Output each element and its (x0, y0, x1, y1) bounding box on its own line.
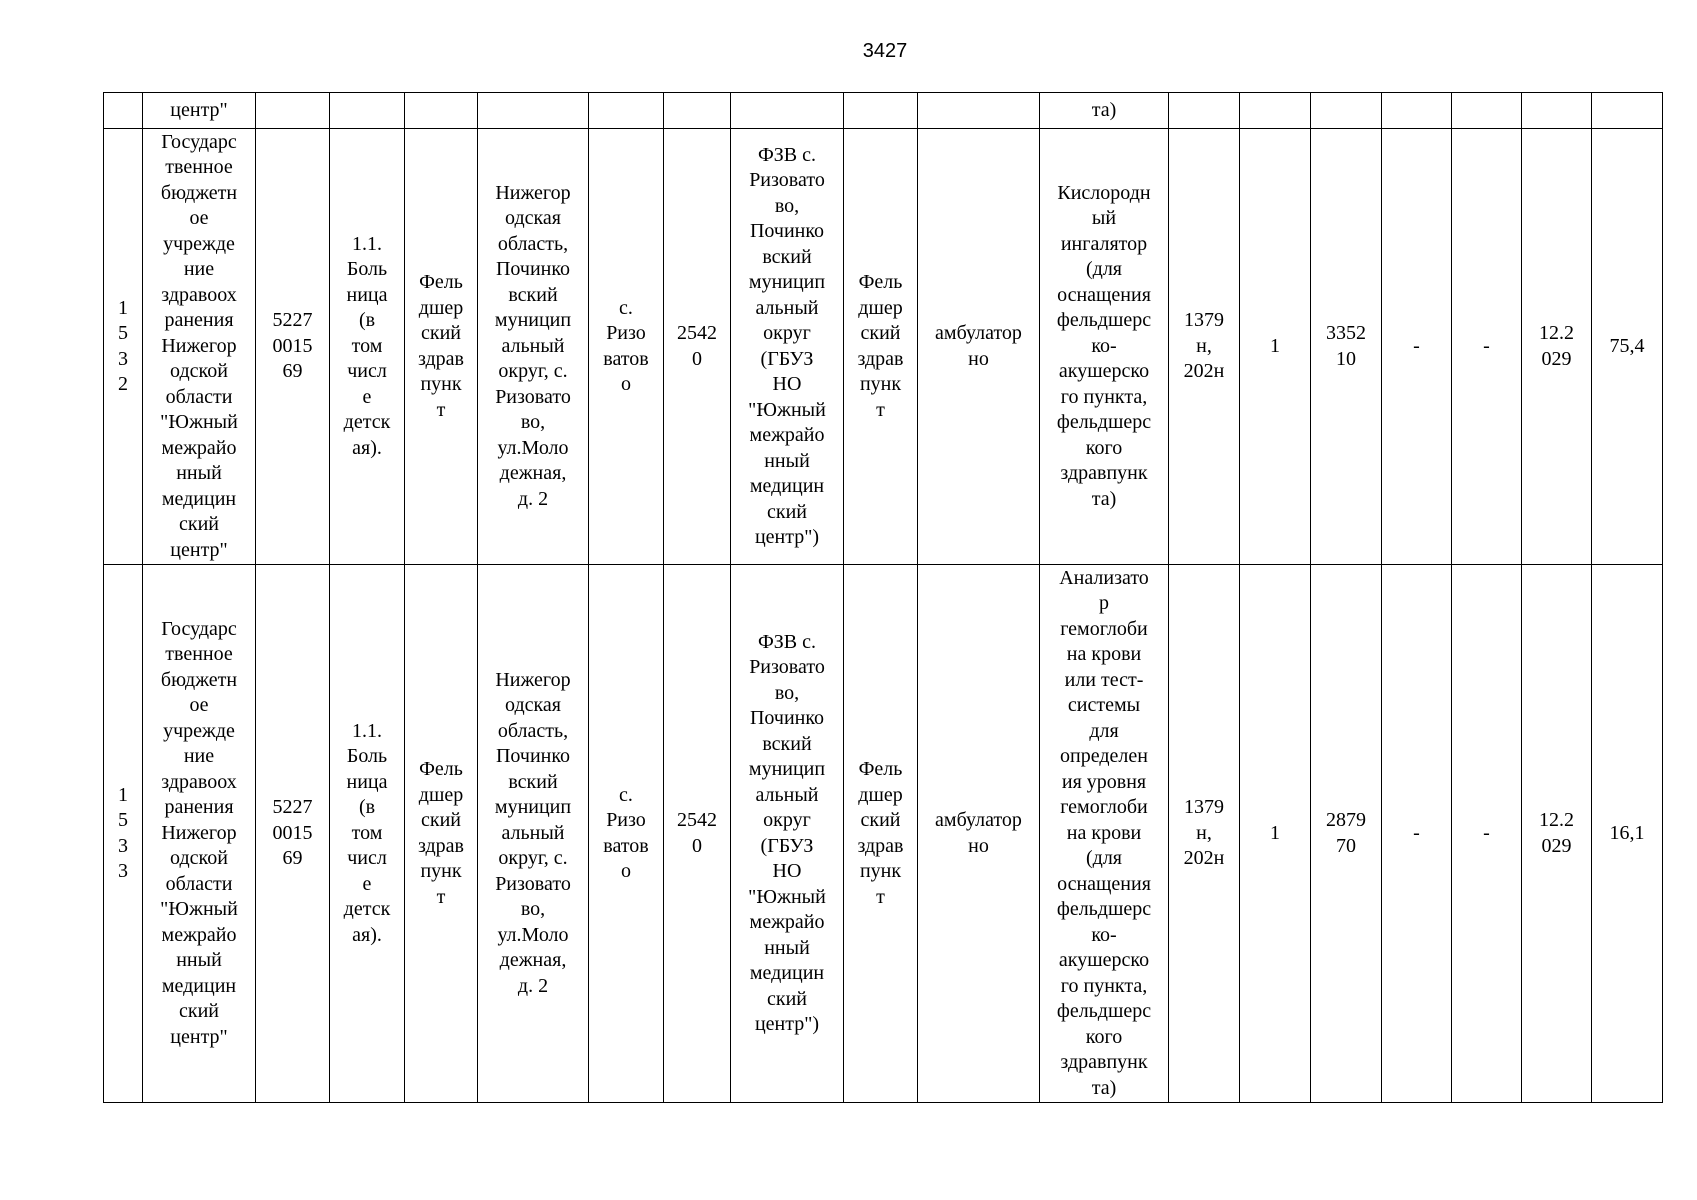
cell-code (256, 93, 330, 129)
cell-org: Государс твенное бюджетн ое учрежде ние здравоох ранения Нижегор одской области "Южный межрайо нный медицин ский центр" (143, 129, 256, 565)
cell-value: 75,4 (1592, 129, 1663, 565)
cell-date (1522, 93, 1592, 129)
cell-value: 16,1 (1592, 565, 1663, 1103)
cell-code: 5227 0015 69 (256, 129, 330, 565)
cell-facility: ФЗВ с. Ризовато во, Починко вский муницип альный округ (ГБУЗ НО "Южный межрайо нный медицин ский центр") (731, 565, 844, 1103)
cell-date: 12.2 029 (1522, 565, 1592, 1103)
cell-profile: 1.1. Боль ница (в том числ е детск ая). (330, 565, 405, 1103)
cell-unit-type (405, 93, 478, 129)
cell-order (1169, 93, 1240, 129)
cell-facility (731, 93, 844, 129)
cell-price: 2879 70 (1311, 565, 1382, 1103)
cell-address: Нижегор одская область, Починко вский муницип альный округ, с. Ризовато во, ул.Моло дежная, д. 2 (478, 129, 589, 565)
cell-order: 1379 н, 202н (1169, 565, 1240, 1103)
cell-equipment: Анализато р гемоглоби на крови или тест- системы для определен ия уровня гемоглоби на крови (для оснащения фельдшерс ко- акушерско го пункта, фельдшерс кого здравпунк та) (1040, 565, 1169, 1103)
cell-qty (1240, 93, 1311, 129)
cell-qty: 1 (1240, 129, 1311, 565)
cell-profile: 1.1. Боль ница (в том числ е детск ая). (330, 129, 405, 565)
cell-num (104, 93, 143, 129)
cell-population: 2542 0 (664, 565, 731, 1103)
cell-price (1311, 93, 1382, 129)
page-number: 3427 (862, 40, 908, 62)
cell-value (1592, 93, 1663, 129)
equipment-table (103, 92, 1663, 1103)
table-row (104, 129, 1663, 565)
table-row (104, 565, 1663, 1103)
cell-price: 3352 10 (1311, 129, 1382, 565)
cell-facility-type: Фель дшер ский здрав пунк т (844, 565, 918, 1103)
cell-code: 5227 0015 69 (256, 565, 330, 1103)
cell-col15: - (1382, 129, 1452, 565)
cell-col16 (1452, 93, 1522, 129)
cell-date: 12.2 029 (1522, 129, 1592, 565)
cell-col16: - (1452, 565, 1522, 1103)
cell-population (664, 93, 731, 129)
cell-population: 2542 0 (664, 129, 731, 565)
cell-col16: - (1452, 129, 1522, 565)
cell-care-form: амбулатор но (918, 129, 1040, 565)
cell-qty: 1 (1240, 565, 1311, 1103)
cell-equipment: та) (1040, 93, 1169, 129)
cell-col15: - (1382, 565, 1452, 1103)
cell-unit-type: Фель дшер ский здрав пунк т (405, 565, 478, 1103)
cell-facility-type (844, 93, 918, 129)
table-row-continuation (104, 93, 1663, 129)
cell-org: Государс твенное бюджетн ое учрежде ние здравоох ранения Нижегор одской области "Южный межрайо нный медицин ский центр" (143, 565, 256, 1103)
cell-facility: ФЗВ с. Ризовато во, Починко вский муницип альный округ (ГБУЗ НО "Южный межрайо нный медицин ский центр") (731, 129, 844, 565)
cell-care-form (918, 93, 1040, 129)
cell-unit-type: Фель дшер ский здрав пунк т (405, 129, 478, 565)
cell-settlement (589, 93, 664, 129)
cell-order: 1379 н, 202н (1169, 129, 1240, 565)
cell-settlement: с. Ризо ватов о (589, 129, 664, 565)
cell-address: Нижегор одская область, Починко вский муницип альный округ, с. Ризовато во, ул.Моло дежная, д. 2 (478, 565, 589, 1103)
cell-org: центр" (143, 93, 256, 129)
cell-num: 1 5 3 3 (104, 565, 143, 1103)
cell-col15 (1382, 93, 1452, 129)
cell-care-form: амбулатор но (918, 565, 1040, 1103)
cell-address (478, 93, 589, 129)
cell-equipment: Кислородн ый ингалятор (для оснащения фельдшерс ко- акушерско го пункта, фельдшерс кого здравпунк та) (1040, 129, 1169, 565)
cell-num: 1 5 3 2 (104, 129, 143, 565)
cell-facility-type: Фель дшер ский здрав пунк т (844, 129, 918, 565)
cell-profile (330, 93, 405, 129)
cell-settlement: с. Ризо ватов о (589, 565, 664, 1103)
